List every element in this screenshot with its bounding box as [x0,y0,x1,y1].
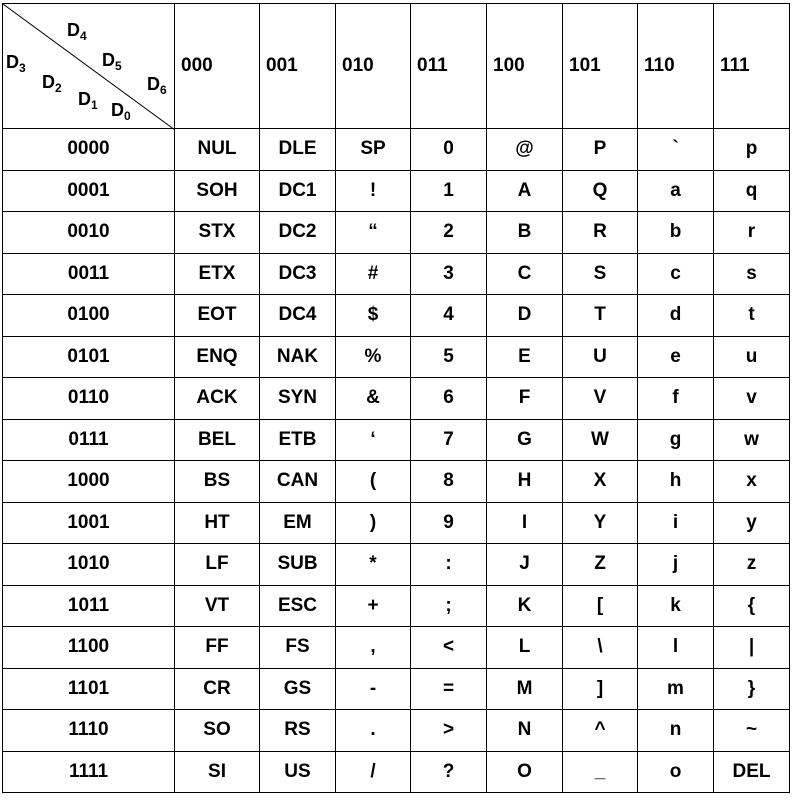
row-header: 1100 [3,627,175,669]
column-header: 101 [563,4,638,129]
table-cell: NAK [260,336,336,378]
table-cell: HT [175,502,260,544]
table-cell: T [563,295,638,337]
table-cell: 9 [411,502,487,544]
table-cell: BEL [175,419,260,461]
column-header: 100 [487,4,563,129]
table-cell: % [336,336,411,378]
table-cell: ESC [260,585,336,627]
table-row [3,668,790,710]
table-cell: X [563,461,638,503]
table-row [3,295,790,337]
table-cell: S [563,253,638,295]
bit-label-d1: $D_1$ [78,89,98,112]
table-cell: GS [260,668,336,710]
table-row [3,253,790,295]
row-header: 0010 [3,212,175,254]
table-cell: a [638,170,714,212]
table-row [3,461,790,503]
table-cell: d [638,295,714,337]
table-cell: f [638,378,714,420]
table-cell: : [411,544,487,586]
table-cell: o [638,751,714,793]
table-cell: FS [260,627,336,669]
table-cell: A [487,170,563,212]
row-header: 1011 [3,585,175,627]
table-cell: DEL [714,751,790,793]
table-cell: u [714,336,790,378]
table-cell: CAN [260,461,336,503]
column-header: 011 [411,4,487,129]
row-header: 0111 [3,419,175,461]
table-cell: M [487,668,563,710]
table-cell: ETB [260,419,336,461]
table-cell: SYN [260,378,336,420]
table-cell: ! [336,170,411,212]
table-cell: ~ [714,710,790,752]
table-cell: } [714,668,790,710]
table-row [3,419,790,461]
table-cell: v [714,378,790,420]
table-cell: ETX [175,253,260,295]
corner-header-cell [3,4,175,129]
table-cell: + [336,585,411,627]
table-cell: SP [336,129,411,171]
table-cell: n [638,710,714,752]
table-cell: t [714,295,790,337]
row-header: 1101 [3,668,175,710]
table-cell: ‘ [336,419,411,461]
table-cell: k [638,585,714,627]
table-cell: x [714,461,790,503]
table-cell: ) [336,502,411,544]
table-row [3,502,790,544]
row-header: 1111 [3,751,175,793]
header-row [3,4,790,129]
table-cell: @ [487,129,563,171]
table-cell: - [336,668,411,710]
table-cell: { [714,585,790,627]
table-cell: I [487,502,563,544]
table-cell: p [714,129,790,171]
bit-label-d2: $D_2$ [42,72,62,95]
bit-label-d3: $D_3$ [6,52,26,75]
column-header: 000 [175,4,260,129]
table-cell: SUB [260,544,336,586]
bit-label-d5: $D_5$ [102,50,122,73]
table-cell: L [487,627,563,669]
row-header: 1000 [3,461,175,503]
table-cell: SOH [175,170,260,212]
table-cell: DC2 [260,212,336,254]
table-cell: y [714,502,790,544]
table-cell: EM [260,502,336,544]
table-cell: 2 [411,212,487,254]
table-cell: J [487,544,563,586]
table-cell: 6 [411,378,487,420]
column-header: 010 [336,4,411,129]
ascii-code-table [2,3,790,793]
table-cell: l [638,627,714,669]
table-cell: Z [563,544,638,586]
table-row [3,627,790,669]
row-header: 0110 [3,378,175,420]
table-cell: C [487,253,563,295]
table-cell: & [336,378,411,420]
table-cell: Y [563,502,638,544]
row-header: 1010 [3,544,175,586]
table-cell: = [411,668,487,710]
table-cell: h [638,461,714,503]
table-cell: j [638,544,714,586]
table-cell: # [336,253,411,295]
table-cell: Q [563,170,638,212]
table-cell: 5 [411,336,487,378]
table-row [3,710,790,752]
bit-label-d6: $D_6$ [147,74,167,97]
table-cell: s [714,253,790,295]
table-cell: e [638,336,714,378]
table-cell: DC4 [260,295,336,337]
table-cell: c [638,253,714,295]
table-cell: US [260,751,336,793]
table-cell: > [411,710,487,752]
table-cell: ( [336,461,411,503]
table-cell: DC3 [260,253,336,295]
table-cell: U [563,336,638,378]
table-cell: $ [336,295,411,337]
row-header: 0100 [3,295,175,337]
table-cell: “ [336,212,411,254]
table-cell: BS [175,461,260,503]
table-cell: V [563,378,638,420]
table-cell: _ [563,751,638,793]
table-cell: m [638,668,714,710]
table-cell: R [563,212,638,254]
table-cell: D [487,295,563,337]
table-cell: K [487,585,563,627]
table-cell: r [714,212,790,254]
table-cell: g [638,419,714,461]
table-cell: b [638,212,714,254]
row-header: 0011 [3,253,175,295]
table-cell: z [714,544,790,586]
table-cell: ; [411,585,487,627]
row-header: 1001 [3,502,175,544]
table-cell: 4 [411,295,487,337]
table-cell: FF [175,627,260,669]
table-cell: ACK [175,378,260,420]
table-row [3,170,790,212]
table-cell: DC1 [260,170,336,212]
table-row [3,378,790,420]
column-header: 001 [260,4,336,129]
table-cell: B [487,212,563,254]
column-header: 110 [638,4,714,129]
table-row [3,751,790,793]
table-cell: * [336,544,411,586]
table-cell: | [714,627,790,669]
table-cell: < [411,627,487,669]
table-cell: ] [563,668,638,710]
table-cell: SO [175,710,260,752]
table-cell: 1 [411,170,487,212]
table-cell: i [638,502,714,544]
table-row [3,336,790,378]
table-cell: 3 [411,253,487,295]
table-cell: / [336,751,411,793]
table-row [3,212,790,254]
table-cell: VT [175,585,260,627]
table-cell: 0 [411,129,487,171]
table-row [3,585,790,627]
row-header: 1110 [3,710,175,752]
table-cell: EOT [175,295,260,337]
table-cell: O [487,751,563,793]
table-cell: N [487,710,563,752]
column-header: 111 [714,4,790,129]
table-cell: , [336,627,411,669]
table-cell: P [563,129,638,171]
table-cell: ^ [563,710,638,752]
row-header: 0101 [3,336,175,378]
row-header: 0000 [3,129,175,171]
table-cell: 8 [411,461,487,503]
table-cell: RS [260,710,336,752]
table-cell: . [336,710,411,752]
table-cell: NUL [175,129,260,171]
table-cell: DLE [260,129,336,171]
table-cell: H [487,461,563,503]
table-row [3,544,790,586]
table-cell: W [563,419,638,461]
table-cell: w [714,419,790,461]
table-row [3,129,790,171]
table-cell: [ [563,585,638,627]
table-cell: LF [175,544,260,586]
table-cell: SI [175,751,260,793]
table-cell: 7 [411,419,487,461]
table-cell: ? [411,751,487,793]
table-cell: G [487,419,563,461]
bit-label-d4: $D_4$ [67,20,87,43]
row-header: 0001 [3,170,175,212]
table-cell: ENQ [175,336,260,378]
bit-label-d0: $D_0$ [111,100,131,123]
table-cell: q [714,170,790,212]
table-cell: STX [175,212,260,254]
table-cell: \ [563,627,638,669]
table-cell: E [487,336,563,378]
table-cell: ` [638,129,714,171]
table-cell: CR [175,668,260,710]
table-cell: F [487,378,563,420]
